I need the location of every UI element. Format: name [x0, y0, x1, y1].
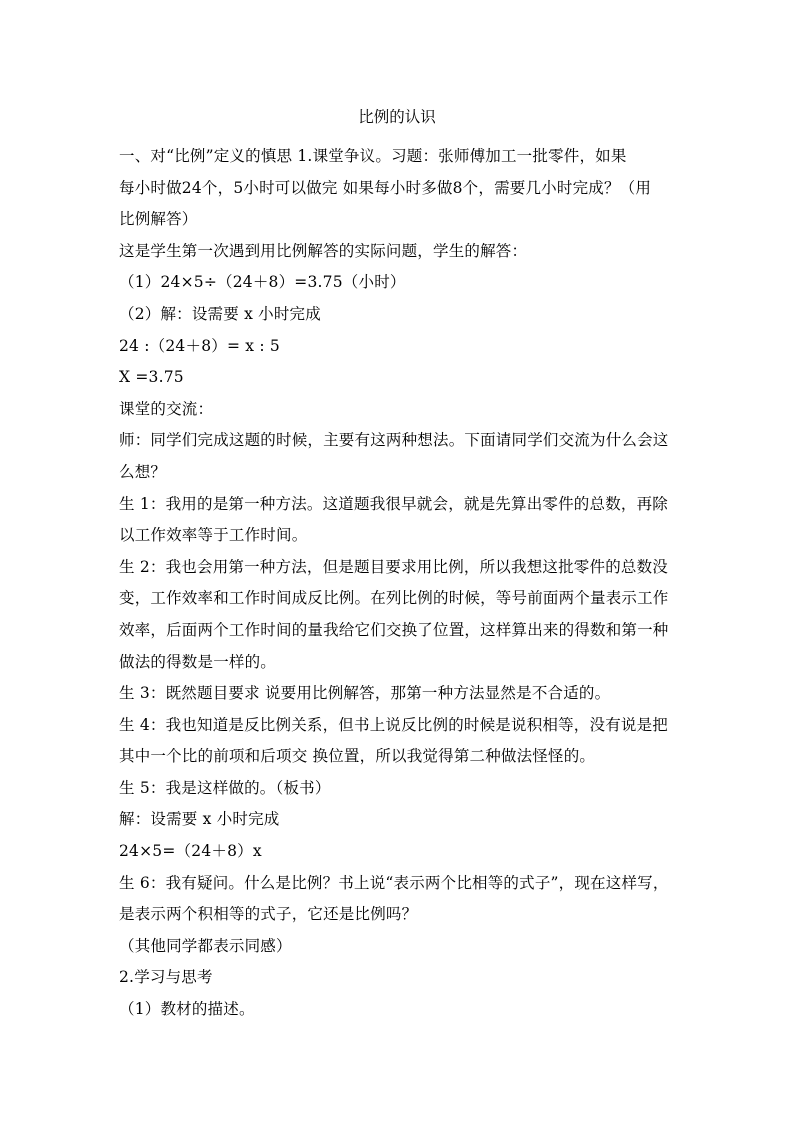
- text-line: 么想？: [119, 462, 167, 481]
- text-line: （1）教材的描述。: [119, 1000, 255, 1019]
- text-line: 生 2：我也会用第一种方法，但是题目要求用比例，所以我想这批零件的总数没: [119, 557, 668, 576]
- text-line: 效率，后面两个工作时间的量我给它们交换了位置，这样算出来的得数和第一种: [119, 620, 669, 639]
- text-line: 师：同学们完成这题的时候，主要有这两种想法。下面请同学们交流为什么会这: [119, 431, 669, 450]
- text-line: 比例解答）: [119, 210, 198, 229]
- text-line: 是表示两个积相等的式子，它还是比例吗？: [119, 905, 418, 924]
- page-title: 比例的认识: [358, 108, 436, 126]
- text-line: 生 6：我有疑问。什么是比例？书上说“表示两个比相等的式子”，现在这样写，: [119, 873, 669, 892]
- text-line: 24 :（24＋8）= x : 5: [119, 336, 280, 355]
- text-line: 2.学习与思考: [119, 968, 213, 987]
- text-line: （其他同学都表示同感）: [119, 936, 292, 955]
- text-line: （2）解：设需要 x 小时完成: [119, 304, 321, 323]
- text-line: 这是学生第一次遇到用比例解答的实际问题，学生的解答：: [119, 241, 528, 260]
- text-line: 其中一个比的前项和后项交 换位置，所以我觉得第二种做法怪怪的。: [119, 747, 596, 766]
- text-line: 课堂的交流：: [119, 399, 214, 418]
- text-line: 做法的得数是一样的。: [119, 652, 277, 671]
- text-line: 一、对“比例”定义的慎思 1.课堂争议。习题：张师傅加工一批零件，如果: [119, 147, 627, 165]
- text-line: 解：设需要 x 小时完成: [119, 810, 280, 829]
- text-line: 以工作效率等于工作时间。: [119, 526, 308, 545]
- text-line: （1）24×5÷（24＋8）=3.75（小时）: [119, 273, 406, 292]
- document-body: [119, 141, 679, 1026]
- text-line: 生 5：我是这样做的。（板书）: [119, 778, 331, 797]
- text-line: 变，工作效率和工作时间成反比例。在列比例的时候，等号前面两个量表示工作: [119, 589, 669, 608]
- text-line: 生 3：既然题目要求 说要用比例解答，那第一种方法显然是不合适的。: [119, 684, 611, 703]
- text-line: 24×5=（24＋8）x: [119, 842, 262, 861]
- text-line: 每小时做24个，5小时可以做完 如果每小时多做8个，需要几小时完成？（用: [119, 178, 652, 197]
- text-line: 生 1：我用的是第一种方法。这道题我很早就会，就是先算出零件的总数，再除: [119, 494, 668, 513]
- text-line: 生 4：我也知道是反比例关系，但书上说反比例的时候是说积相等，没有说是把: [119, 715, 668, 734]
- text-line: X =3.75: [119, 368, 184, 387]
